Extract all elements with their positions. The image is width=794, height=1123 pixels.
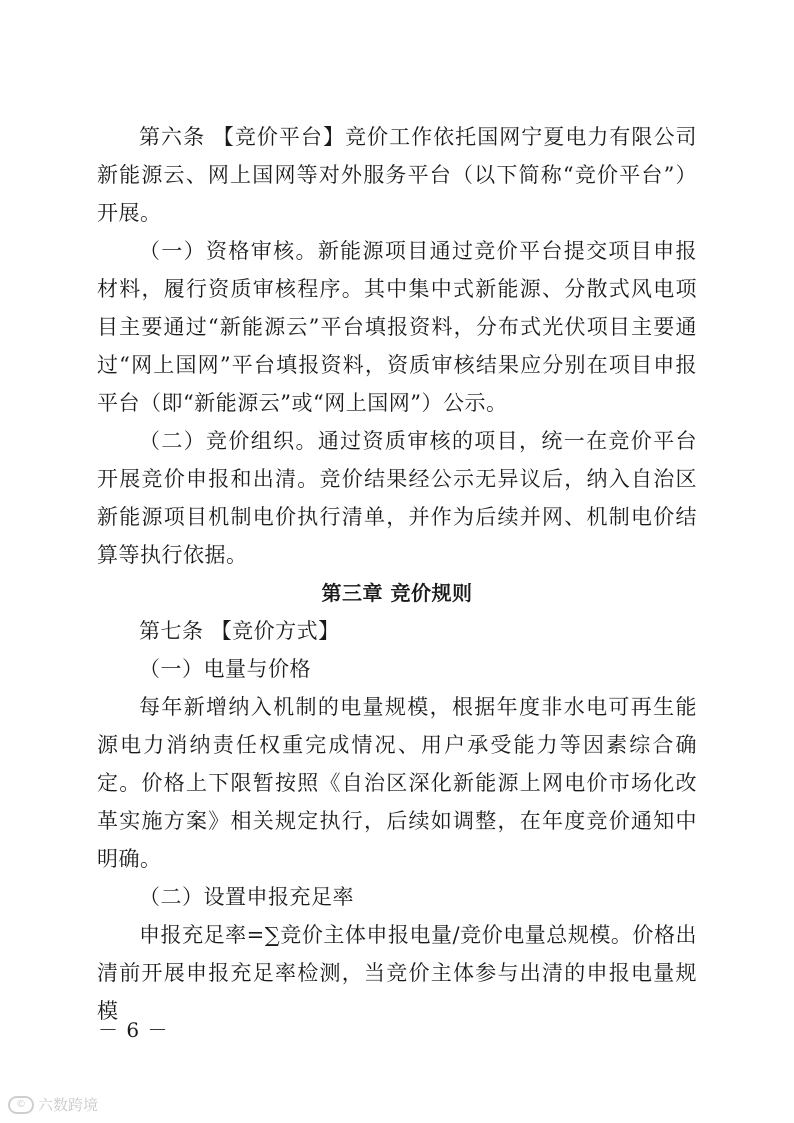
chapter-heading: 第三章 竞价规则	[321, 581, 473, 605]
paragraph-bidding-organization: （二）竞价组织。通过资质审核的项目，统一在竞价平台开展竞价申报和出清。竞价结果经公示无异议后，纳入自治区新能源项目机制电价执行清单，并作为后续并网、机制电价结算等执行依据。	[97, 429, 697, 567]
paragraph-qualification-review: （一）资格审核。新能源项目通过竞价平台提交项目申报材料，履行资质审核程序。其中集中式新能源、分散式风电项目主要通过“新能源云”平台填报资料，分布式光伏项目主要通过“网上国网”平台填报资料，资质审核结果应分别在项目申报平台（即“新能源云”或“网上国网”）公示。	[97, 239, 697, 415]
watermark	[8, 1094, 98, 1115]
paragraph-article-7: 第七条 【竞价方式】	[139, 619, 340, 643]
paragraph-subheading-volume-price: （一）电量与价格	[139, 657, 311, 681]
paragraph-subheading-adequacy-rate: （二）设置申报充足率	[139, 885, 354, 909]
paragraph-adequacy-rate: 申报充足率=∑竞价主体申报电量/竞价电量总规模。价格出清前开展申报充足率检测，当竞价主体参与出清的申报电量规模	[97, 923, 697, 1023]
paragraph-article-6: 第六条 【竞价平台】竞价工作依托国网宁夏电力有限公司新能源云、网上国网等对外服务平台（以下简称“竞价平台”）开展。	[97, 125, 697, 225]
page-number: － 6 －	[98, 1018, 169, 1042]
paragraph-volume-price: 每年新增纳入机制的电量规模，根据年度非水电可再生能源电力消纳责任权重完成情况、用户承受能力等因素综合确定。价格上下限暂按照《自治区深化新能源上网电价市场化改革实施方案》相关规定执行，后续如调整，在年度竞价通知中明确。	[97, 695, 697, 871]
watermark-text: 六数跨境	[38, 1096, 99, 1114]
watermark-logo-icon: ©	[8, 1096, 34, 1114]
document-body	[97, 118, 697, 1030]
